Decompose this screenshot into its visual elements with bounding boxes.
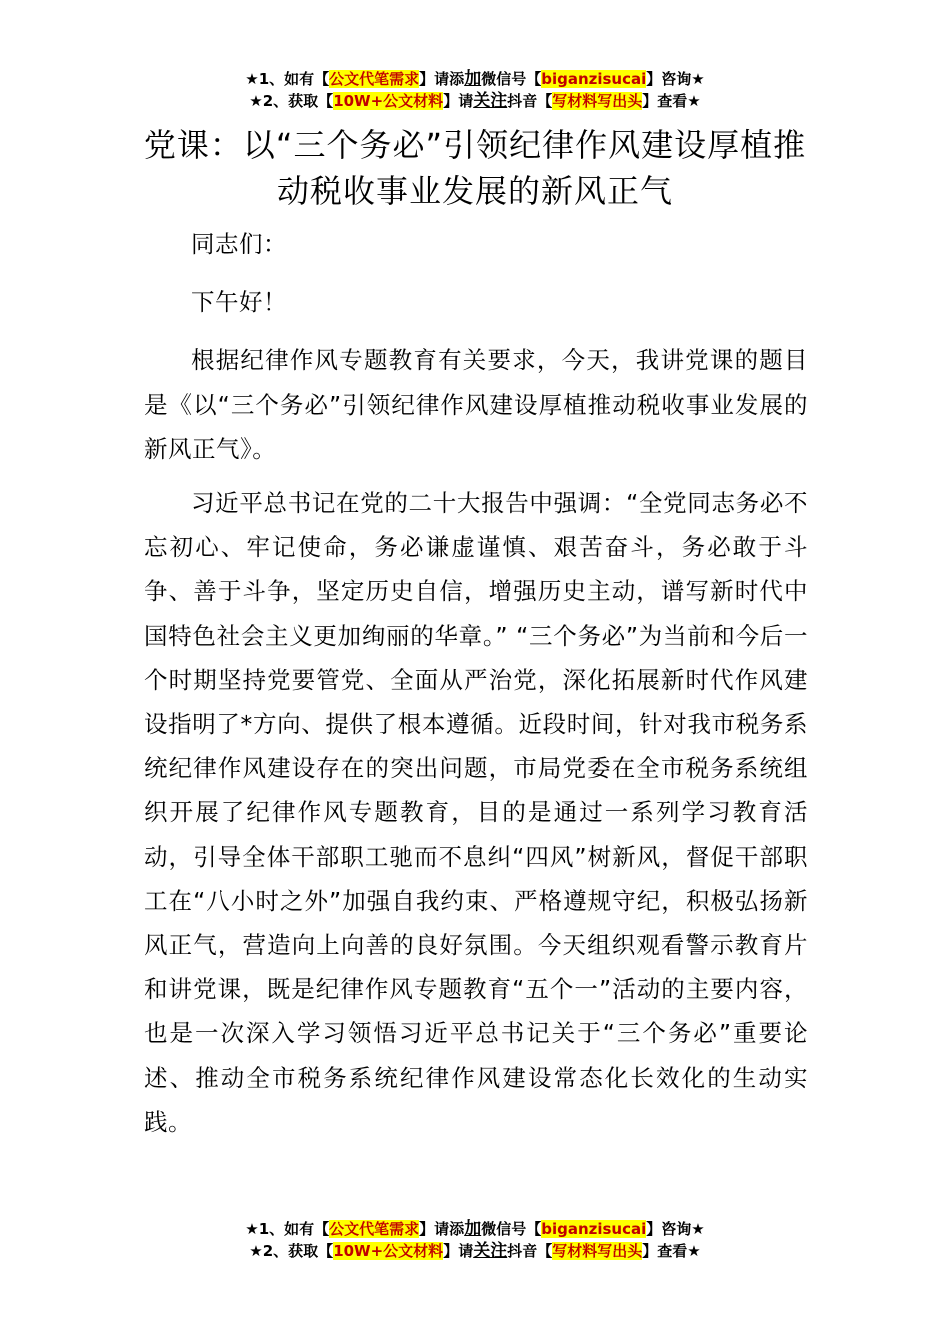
promo-line-2: ★2、获取【10W+公文材料】请关注抖音【写材料写出头】查看★ (249, 1241, 701, 1261)
paragraph: 下午好！ (191, 288, 287, 317)
douyin-id: 写材料写出头 (552, 92, 643, 110)
paragraph: 根据纪律作风专题教育有关要求，今天，我讲党课的题目是《以“三个务必”引领纪律作风建设厚植推动税收事业发展的新风正气》。 (144, 346, 808, 463)
douyin-id: 写材料写出头 (552, 1242, 643, 1260)
document-body (144, 222, 808, 1154)
paragraph: 习近平总书记在党的二十大报告中强调：“全党同志务必不忘初心、牢记使命，务必谦虚谨慎、艰苦奋斗，务必敢于斗争、善于斗争，坚定历史自信，增强历史主动，谱写新时代中国特色社会主义更加绚丽的华章。” “三个务必”为当前和今后一个时期坚持党要管党、全面从严治党，深化拓展新时代作风建设指明了*方向、提供了根本遵循。近段时间，针对我市税务系统纪律作风建设存在的突出问题，市局党委在全市税务系统组织开展了纪律作风专题教育，目的是通过一系列学习教育活动，引导全体干部职工驰而不息纠“四风”树新风，督促干部职工在“八小时之外”加强自我约束、严格遵规守纪，积极弘扬新风正气，营造向上向善的良好氛围。今天组织观看警示教育片和讲党课，既是纪律作风专题教育“五个一”活动的主要内容，也是一次深入学习领悟习近平总书记关于“三个务必”重要论述、推动全市税务系统纪律作风建设常态化长效化的生动实践。 (144, 489, 808, 1136)
wechat-id: biganzisucai (541, 70, 647, 88)
promo-header (0, 68, 950, 112)
promo-highlight: 10W+公文材料 (333, 92, 444, 110)
wechat-id: biganzisucai (541, 1220, 647, 1238)
promo-footer (0, 1218, 950, 1262)
promo-line-1: ★1、如有【公文代笔需求】请添加微信号【biganzisucai】咨询★ (245, 1219, 705, 1239)
promo-highlight: 公文代笔需求 (329, 70, 420, 88)
promo-highlight: 10W+公文材料 (333, 1242, 444, 1260)
document-title: 党课：以“三个务必”引领纪律作风建设厚植推动税收事业发展的新风正气 (143, 126, 807, 210)
promo-highlight: 公文代笔需求 (329, 1220, 420, 1238)
promo-line-1: ★1、如有【公文代笔需求】请添加微信号【biganzisucai】咨询★ (245, 69, 705, 89)
promo-line-2: ★2、获取【10W+公文材料】请关注抖音【写材料写出头】查看★ (249, 91, 701, 111)
paragraph: 同志们： (191, 230, 287, 258)
